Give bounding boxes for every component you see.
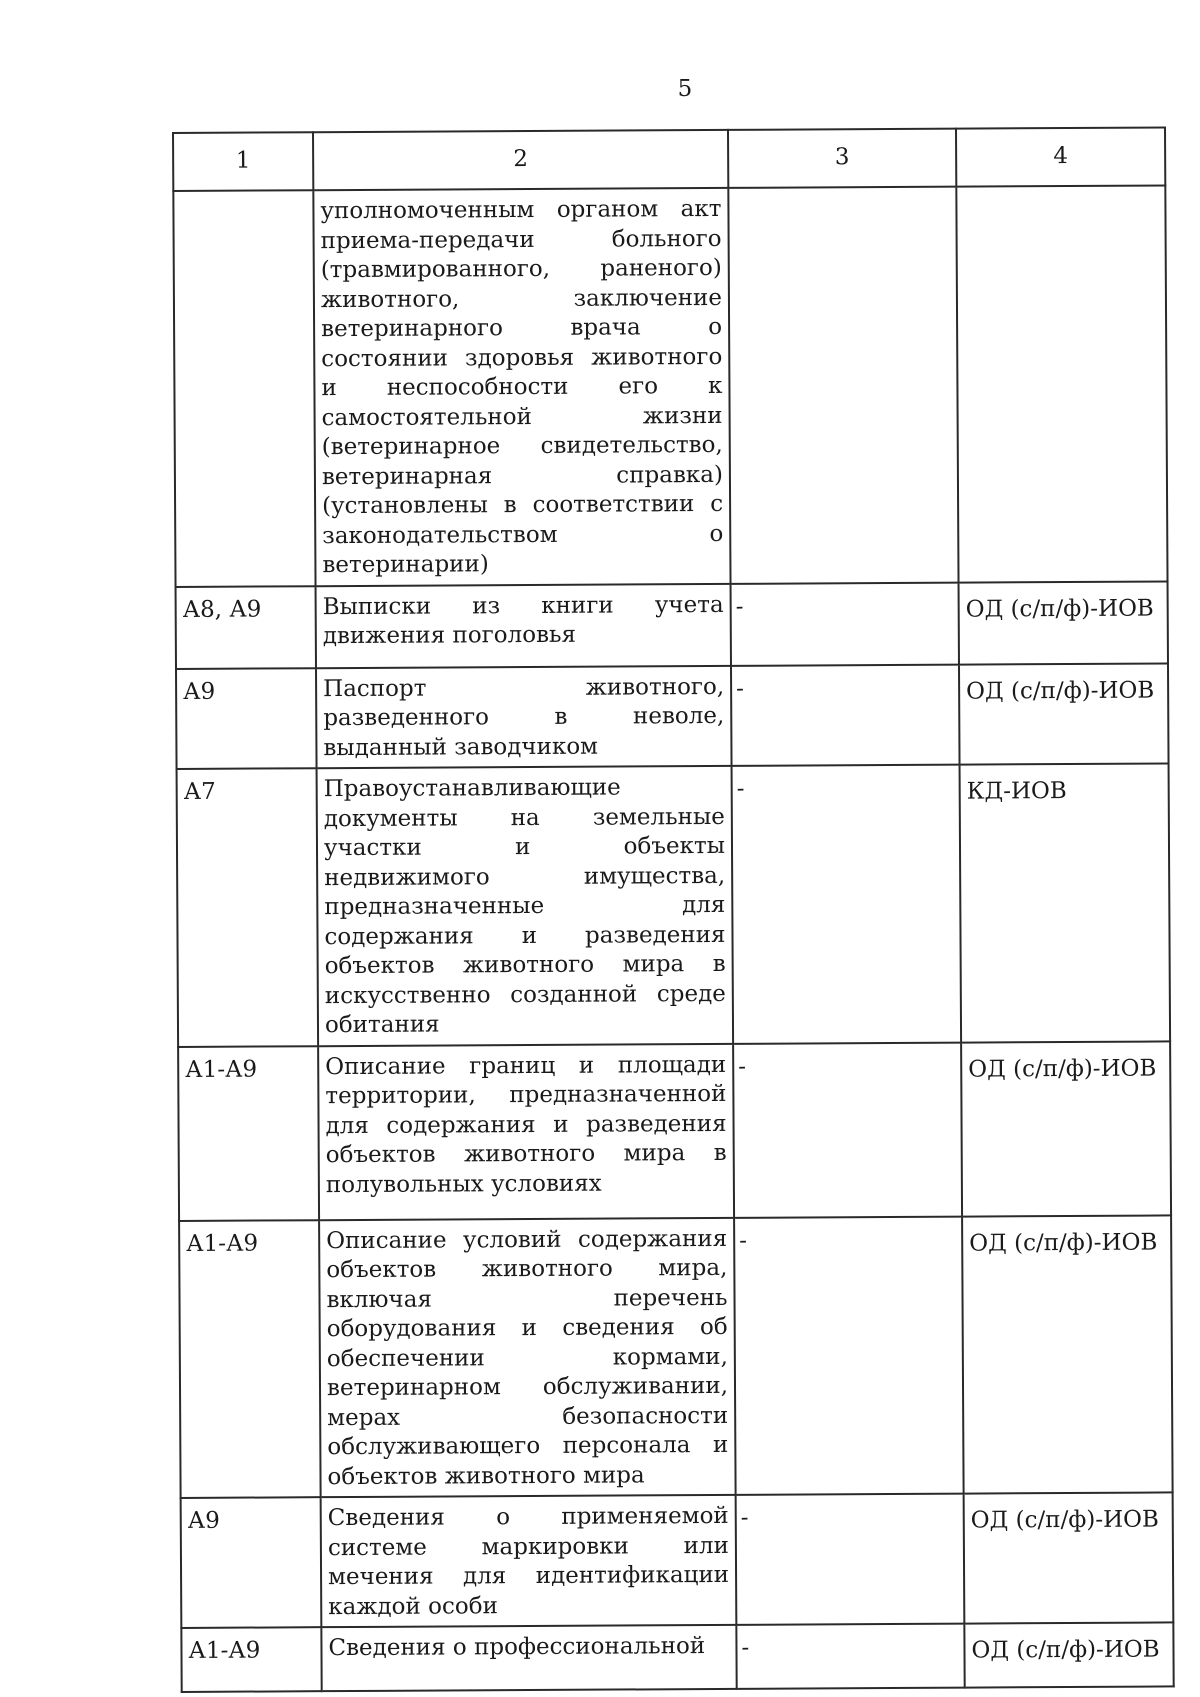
row-col3: -: [734, 1216, 964, 1495]
row-col4: ОД (с/п/ф)-ИОВ: [961, 1041, 1171, 1216]
table-row: [176, 581, 1168, 669]
row-code: [173, 190, 315, 586]
row-col3: -: [731, 582, 959, 665]
table-row: [181, 1492, 1174, 1628]
row-description: Описание условий содержания объектов животного мира, включая перечень оборудования и сведения об обеспечении кормами, ветеринарном обслуживании, мерах безопасности обслуживающего персонала и объектов животного мира: [319, 1217, 736, 1497]
row-col4: КД-ИОВ: [960, 763, 1171, 1042]
row-col4: [956, 185, 1167, 582]
row-description: Описание границ и площади территории, предназначенной для содержания и разведения объектов животного мира в полувольных условиях: [318, 1043, 734, 1219]
document-table: [172, 126, 1175, 1693]
table-row: [176, 663, 1169, 769]
row-code: А8, А9: [176, 586, 316, 669]
page-number: 5: [677, 76, 693, 102]
row-col3: [728, 187, 958, 584]
table-row: [181, 1622, 1173, 1692]
column-header-1: 1: [173, 132, 313, 191]
row-col3: -: [731, 664, 960, 766]
row-code: А7: [177, 768, 319, 1046]
row-col4: ОД (с/п/ф)-ИОВ: [962, 1215, 1173, 1494]
row-description: Сведения о профессиональной: [321, 1625, 736, 1691]
row-col4: ОД (с/п/ф)-ИОВ: [959, 581, 1168, 664]
table-row: [173, 185, 1167, 586]
row-col3: -: [736, 1624, 964, 1689]
row-col3: -: [736, 1494, 965, 1625]
column-header-2: 2: [313, 130, 728, 190]
table-row: [178, 1041, 1171, 1221]
row-col4: ОД (с/п/ф)-ИОВ: [964, 1492, 1174, 1623]
row-col3: -: [733, 1042, 962, 1217]
row-description: Сведения о применяемой системе маркировки или мечения для идентификации каждой особи: [321, 1495, 737, 1627]
column-header-3: 3: [728, 129, 956, 188]
row-col3: -: [732, 765, 962, 1044]
row-description: Выписки из книги учета движения поголовья: [316, 583, 731, 667]
row-code: А9: [176, 668, 317, 769]
row-code: А1-А9: [181, 1627, 321, 1692]
row-code: А9: [181, 1497, 322, 1628]
row-col4: ОД (с/п/ф)-ИОВ: [964, 1622, 1173, 1687]
row-code: А1-А9: [178, 1046, 319, 1221]
row-description: Паспорт животного, разведенного в неволе, выданный заводчиком: [316, 665, 732, 768]
row-col4: ОД (с/п/ф)-ИОВ: [959, 663, 1169, 765]
row-code: А1-А9: [179, 1220, 321, 1498]
column-header-4: 4: [956, 127, 1165, 186]
table-row: [177, 763, 1171, 1046]
row-description: уполномоченным органом акт приема-передачи больного (травмированного, раненого) животного, заключение ветеринарного врача о состоянии здоровья животного и неспособности его к самостоятельной жизни (ветеринарное свидетельство, ветеринарная справка) (установлены в соответствии с законодательством о ветеринарии): [313, 188, 730, 586]
table-row: [179, 1215, 1173, 1498]
row-description: Правоустанавливающие документы на земельные участки и объекты недвижимого имущества, предназначенные для содержания и разведения объектов животного мира в искусственно созданной среде обитания: [317, 766, 734, 1046]
table-header-row: [173, 127, 1165, 191]
